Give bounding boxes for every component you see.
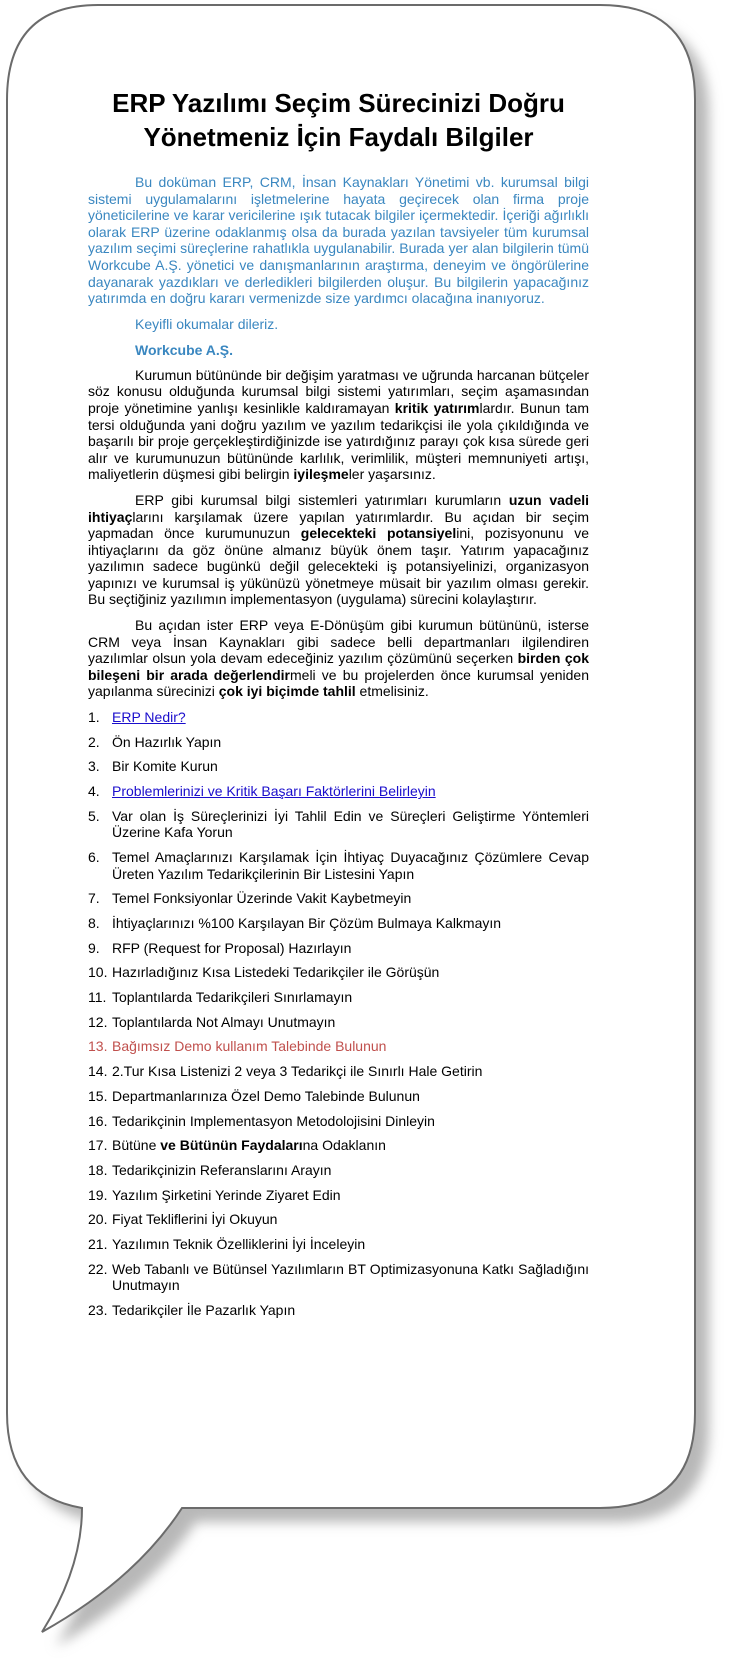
p3-d: çok iyi biçimde tahlil (218, 683, 356, 700)
list-item (88, 989, 589, 1006)
list-number: 5. (88, 807, 100, 824)
list-item (88, 1063, 589, 1080)
p3-a: Bu açıdan ister ERP veya E-Dönüşüm gibi kurumun bütününü, isterse CRM veya İnsan Kaynakları gibi sadece belli departmanları ilgilendiren yazılımlar olsun yola devam edeceğiniz yazılım çözümünü seçerken (88, 617, 589, 667)
list-number: 11. (88, 989, 107, 1006)
p2-a: ERP gibi kurumsal bilgi sistemleri yatırımları kurumların (135, 491, 509, 508)
p1-e: ler yaşarsınız. (348, 466, 436, 483)
intro-paragraph: Bu doküman ERP, CRM, İnsan Kaynakları Yönetimi vb. kurumsal bilgi sistemi uygulamalarını işletmelerine hayata geçirecek olan firma proje yöneticilerine ve karar vericilerine ışık tutacak bilgiler içermektedir. İçeriği ağırlıklı olarak ERP üzerine odaklanmış olsa da burada yazılan tavsiyeler tüm kurumsal yazılım seçimi süreçlerine rahatlıkla uygulanabilir. Burada yer alan bilgilerin tümü Workcube A.Ş. yönetici ve danışmanlarının araştırma, deneyim ve öngörülerine dayanarak yazdıkları ve derledikleri bilgilerden oluşur. Bu bilgilerin yapacağınız yatırımda en doğru kararı vermenizde size yardımcı olacağına inanıyoruz. (88, 174, 589, 307)
document-title (88, 86, 589, 154)
list-number: 7. (88, 890, 100, 907)
list-number: 6. (88, 849, 100, 866)
list-text: Web Tabanlı ve Bütünsel Yazılımların BT Optimizasyonuna Katkı Sağladığını Unutmayın (112, 1260, 589, 1294)
list-number: 21. (88, 1235, 108, 1252)
p2-e: ini, pozisyonunu ve ihtiyaçlarını da göz önüne almanız büyük önem taşır. Yatırım yapacağınız yazılımın sadece bugünkü değil gelecekteki iş potansiyelinizi, organizasyon yapınızı ve kurumsal iş yükünüzü yönetmeye müsait bir yazılım olması gerekir. Bu seçtiğiniz yazılımın implementasyon (uygulama) sürecini kolaylaştırır. (88, 525, 589, 608)
list-item (88, 890, 589, 907)
list-number: 4. (88, 783, 100, 800)
list-text: RFP (Request for Proposal) Hazırlayın (112, 939, 352, 956)
list-number: 12. (88, 1013, 108, 1030)
list-text-a: Bütüne (112, 1137, 161, 1154)
p1-b: kritik yatırım (394, 399, 480, 416)
list-number: 20. (88, 1211, 108, 1228)
list-number: 17. (88, 1137, 108, 1154)
list-item (88, 964, 589, 981)
list-text: Toplantılarda Tedarikçileri Sınırlamayın (112, 989, 353, 1006)
list-item (88, 1211, 589, 1228)
list-text: Departmanlarınıza Özel Demo Talebinde Bulunun (112, 1087, 420, 1104)
list-item (88, 1113, 589, 1130)
list-text-b: ve Bütünün Faydaları (160, 1137, 303, 1154)
list-item (88, 808, 589, 841)
list-item (88, 1162, 589, 1179)
list-text: İhtiyaçlarınızı %100 Karşılayan Bir Çözüm Bulmaya Kalkmayın (112, 915, 502, 932)
list-text: Temel Amaçlarınızı Karşılamak İçin İhtiyaç Duyacağınız Çözümlere Cevap Üreten Yazılım Tedarikçilerinin Bir Listesini Yapın (112, 849, 589, 882)
list-text: Tedarikçinizin Referanslarını Arayın (112, 1161, 332, 1178)
title-line-1: ERP Yazılımı Seçim Sürecinizi Doğru (112, 88, 565, 118)
list-item (88, 734, 589, 751)
list-number: 23. (88, 1301, 108, 1318)
list-text: Tedarikçinin Implementasyon Metodolojisini Dinleyin (112, 1112, 435, 1129)
list-text: Var olan İş Süreçlerinizi İyi Tahlil Edin ve Süreçleri Geliştirme Yöntemleri Üzerine Kafa Yorun (112, 807, 589, 841)
greeting-text: Keyifli okumalar dileriz. (135, 315, 279, 332)
list-item-highlighted (88, 1038, 589, 1055)
list-number: 14. (88, 1063, 108, 1080)
list-item (88, 940, 589, 957)
list-text-c: na Odaklanın (302, 1137, 386, 1154)
list-text: Hazırladığınız Kısa Listedeki Tedarikçiler ile Görüşün (112, 964, 440, 981)
p2-d: gelecekteki potansiyel (300, 525, 457, 542)
steps-list (88, 709, 589, 1319)
list-item (88, 1261, 589, 1294)
list-item (88, 758, 589, 775)
list-number: 19. (88, 1186, 108, 1203)
list-number: 15. (88, 1087, 108, 1104)
document-body (88, 86, 589, 1327)
list-item (88, 709, 589, 726)
p1-d: iyileşme (293, 466, 349, 483)
list-number: 22. (88, 1260, 108, 1277)
list-number: 8. (88, 915, 100, 932)
list-number: 16. (88, 1112, 108, 1129)
list-item (88, 915, 589, 932)
list-item (88, 1236, 589, 1253)
title-line-2: Yönetmeniz İçin Faydalı Bilgiler (143, 122, 534, 152)
list-item (88, 1088, 589, 1105)
list-number: 3. (88, 758, 100, 775)
list-number: 18. (88, 1161, 108, 1178)
p1-a: Kurumun bütününde bir değişim yaratması ve uğrunda harcanan bütçeler söz konusu olduğunda kurumsal bilgi sistemi yatırımları, seçim aşamasından proje yönetimine yanlışı kesinlikle kaldıramayan (88, 366, 589, 416)
erp-nedir-link[interactable]: ERP Nedir? (112, 709, 186, 726)
list-item (88, 1014, 589, 1031)
p2-c: larını karşılamak üzere yapılan yatırımlardır. Bu açıdan bir seçim yapmadan önce kurumunuzun (88, 508, 589, 542)
list-item (88, 1137, 589, 1154)
p3-c: meli ve bu projelerden önce kurumsal yeniden yapılanma sürecinizi (88, 666, 590, 700)
list-number: 10. (88, 964, 108, 981)
p3-e: etmelisiniz. (355, 683, 429, 700)
list-item (88, 1302, 589, 1319)
list-text: Fiyat Tekliflerini İyi Okuyun (112, 1211, 278, 1228)
list-text: Temel Fonksiyonlar Üzerinde Vakit Kaybetmeyin (112, 890, 412, 907)
paragraph-1 (88, 367, 589, 483)
paragraph-2 (88, 492, 589, 608)
list-text: Bağımsız Demo kullanım Talebinde Bulunun (112, 1038, 387, 1055)
list-text: Ön Hazırlık Yapın (112, 733, 222, 750)
p1-c: lardır. Bunun tam tersi olduğunda yani doğru yazılım ve yazılım tedarikçisi ile yola çıkıldığında ve başarılı bir proje gerçekleştirdiğinizde ise yatırdığınız parayı çok kısa sürede geri alır ve kurumunuzun bütününde karlılık, verimlilik, müşteri memnuniyeti artışı, maliyetlerin düşmesi gibi belirgin (88, 399, 589, 483)
list-text: Bir Komite Kurun (112, 758, 218, 775)
signature-text: Workcube A.Ş. (135, 341, 234, 358)
problems-factors-link[interactable]: Problemlerinizi ve Kritik Başarı Faktörlerini Belirleyin (112, 783, 436, 800)
list-item (88, 783, 589, 800)
list-text: Yazılımın Teknik Özelliklerini İyi İnceleyin (112, 1235, 366, 1252)
list-text: Tedarikçiler İle Pazarlık Yapın (112, 1301, 296, 1318)
list-number: 2. (88, 733, 100, 750)
list-text: Yazılım Şirketini Yerinde Ziyaret Edin (112, 1186, 341, 1203)
list-item (88, 1187, 589, 1204)
list-number: 9. (88, 939, 100, 956)
list-number: 1. (88, 709, 100, 726)
list-item (88, 849, 589, 882)
p3-b: birden çok bileşeni bir arada değerlendir (88, 650, 589, 683)
p2-b: uzun vadeli ihtiyaç (88, 491, 590, 525)
paragraph-3 (88, 617, 589, 700)
list-text: Toplantılarda Not Almayı Unutmayın (112, 1013, 336, 1030)
list-number: 13. (88, 1038, 108, 1055)
list-text: 2.Tur Kısa Listenizi 2 veya 3 Tedarikçi ile Sınırlı Hale Getirin (112, 1063, 483, 1080)
